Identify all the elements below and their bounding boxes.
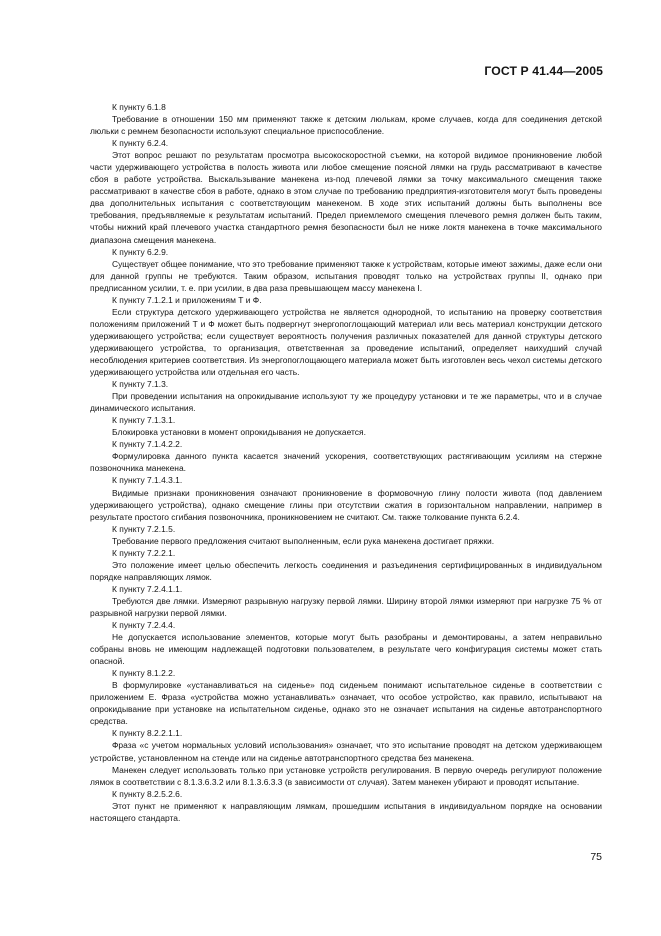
paragraph: Требование в отношении 150 мм применяют также к детским люлькам, кроме случаев, когда для соединения детской люльки с ремнем безопасности используют специальное приспособление. [90, 114, 602, 137]
section-reference: К пункту 8.1.2.2. [112, 668, 176, 679]
paragraph: Этот вопрос решают по результатам просмотра высокоскоростной съемки, на которой видимое проникновение любой части удерживающего устройства в полость живота или любое смещение поясной лямки на грудь рассматривают в качестве сбоя в работе устройства. Выскальзывание манекена из-под плечевой лямки за точку максимального смещения также рассматривают в качестве сбоя в работе, однако в этом случае по требованию предприятия-изготовителя могут быть проведены два дополнительных испытания с соответствующим манекеном. В ходе этих испытаний должны быть выполнены все требования, предъявляемые к результатам испытаний. Предел приемлемого смещения плечевого ремня должен быть таким, чтобы нижний край плечевого участка стандартного ремня безопасности был не ниже локтя манекена в точке максимального диапазона смещения манекена. [90, 150, 602, 245]
section-reference: К пункту 7.1.3.1. [112, 415, 176, 426]
section-reference: К пункту 7.1.3. [112, 379, 169, 390]
paragraph: Блокировка установки в момент опрокидывания не допускается. [112, 427, 366, 438]
section-reference: К пункту 7.2.4.4. [112, 620, 176, 631]
section-reference: К пункту 7.2.1.5. [112, 523, 176, 534]
section-reference: К пункту 7.1.4.2.2. [112, 439, 183, 450]
paragraph: Манекен следует использовать только при установке устройств регулирования. В первую очередь регулируют положение лямок в соответствии с 8.1.3.6.3.2 или 8.1.3.6.3.3 (в зависимости от случая). Затем манекен убирают и проводят испытание. [90, 764, 602, 787]
document-body [90, 101, 602, 824]
section-reference: К пункту 7.2.4.1.1. [112, 583, 183, 594]
paragraph: Фраза «с учетом нормальных условий использования» означает, что это испытание проводят на детском удерживающем устройстве, установленном на стенде или на сиденье автотранспортного средства без манекена. [90, 740, 602, 763]
paragraph: Это положение имеет целью обеспечить легкость соединения и разъединения сертифицированных в индивидуальном порядке направляющих лямок. [90, 559, 602, 582]
section-reference: К пункту 7.1.4.3.1. [112, 475, 183, 486]
paragraph: Этот пункт не применяют к направляющим лямкам, прошедшим испытания в индивидуальном порядке на основании настоящего стандарта. [90, 800, 602, 823]
section-reference: К пункту 7.1.2.1 и приложениям Т и Ф. [112, 294, 262, 305]
paragraph: Не допускается использование элементов, которые могут быть разобраны и демонтированы, а затем неправильно собраны вновь не имеющим надлежащей подготовки пользователем, в результате чего конфигурация системы может стать опасной. [90, 632, 602, 667]
paragraph: Существует общее понимание, что это требование применяют также к устройствам, которые имеют зажимы, даже если они для данной группы не требуются. Таким образом, испытания проводят только на устройствах группы II, однако при предписанном усилии, т. е. при усилии, в два раза превышающем массу манекена I. [90, 258, 602, 293]
paragraph: Требуются две лямки. Измеряют разрывную нагрузку первой лямки. Ширину второй лямки измеряют при нагрузке 75 % от разрывной нагрузки первой лямки. [90, 595, 602, 618]
section-reference: К пункту 8.2.2.1.1. [112, 728, 183, 739]
paragraph: Видимые признаки проникновения означают проникновение в формовочную глину полости живота (под давлением удерживающего устройства), однако смещение глины при отсутствии сжатия в горизонтальном направлении, например в результате простого сгибания позвоночника, проникновением не считают. См. также толкование пункта 6.2.4. [90, 487, 602, 522]
paragraph: В формулировке «устанавливаться на сиденье» под сиденьем понимают испытательное сиденье в соответствии с приложением Е. Фраза «устройства можно устанавливать» означает, что особое устройство, как правило, испытывают на опрокидывание при установке на испытательном сиденье, однако это не означает испытания на сиденье автотранспортного средства. [90, 680, 602, 727]
section-reference: К пункту 7.2.2.1. [112, 547, 176, 558]
section-reference: К пункту 6.2.9. [112, 246, 169, 257]
document-code-header: ГОСТ Р 41.44—2005 [484, 64, 603, 78]
section-reference: К пункту 6.2.4. [112, 138, 169, 149]
paragraph: При проведении испытания на опрокидывание используют ту же процедуру установки и те же параметры, что и в случае динамического испытания. [90, 391, 602, 414]
section-reference: К пункту 8.2.5.2.6. [112, 788, 183, 799]
section-reference: К пункту 6.1.8 [112, 102, 166, 112]
paragraph: Формулировка данного пункта касается значений ускорения, соответствующих растягивающим усилиям на стержне позвоночника манекена. [90, 451, 602, 474]
paragraph: Если структура детского удерживающего устройства не является однородной, то испытанию на проверку соответствия положениям приложений Т и Ф может быть подвергнут энергопоглощающий материал или весь материал конструкции детского удерживающего устройства; если существует вероятность получения различных показателей для данной структуры детского удерживающего устройства, то организация, ответственная за проведение испытаний, определяет наихудший случай несоблюдения критериев соответствия. Из энергопоглощающего материала может быть изготовлен весь чехол системы детского удерживающего устройства или отдельная его часть. [90, 306, 602, 378]
page-number: 75 [590, 851, 602, 863]
paragraph: Требование первого предложения считают выполненным, если рука манекена достигает пряжки. [112, 535, 495, 546]
